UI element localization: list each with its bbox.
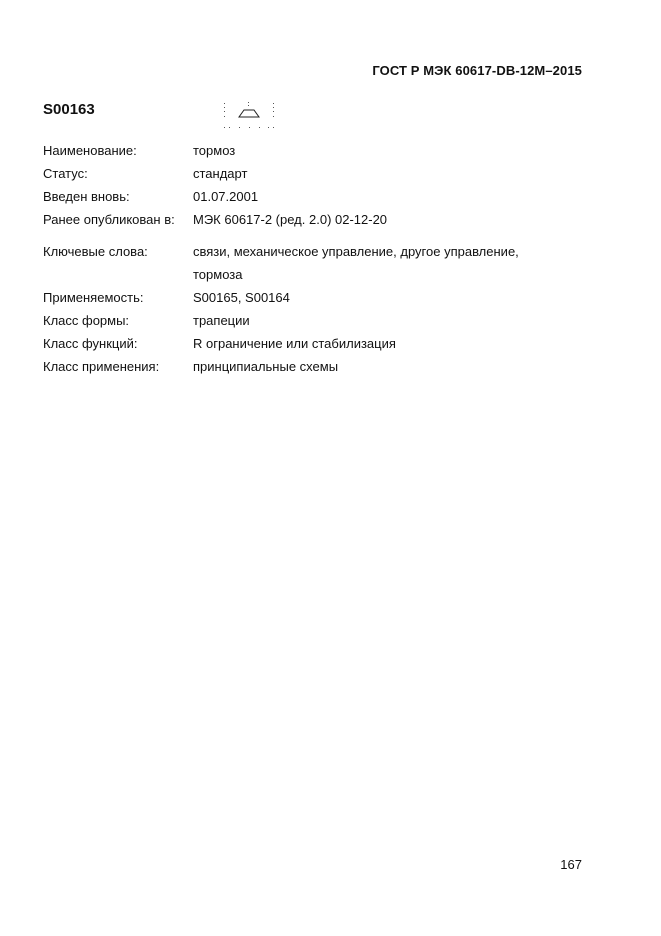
property-value: 01.07.2001 (193, 189, 259, 204)
property-value (193, 240, 583, 286)
property-row-status (43, 162, 583, 185)
property-label: Применяемость: (43, 290, 144, 305)
keywords-line-2: тормоза (193, 267, 243, 282)
property-label: Класс функций: (43, 336, 138, 351)
symbol-code: S00163 (43, 101, 95, 118)
properties-table (43, 139, 583, 378)
property-label: Класс формы: (43, 313, 130, 328)
property-value: МЭК 60617-2 (ред. 2.0) 02-12-20 (193, 212, 388, 227)
property-row-function-class (43, 332, 583, 355)
page-number: 167 (560, 857, 582, 872)
property-label: Наименование: (43, 143, 137, 158)
property-value: S00165, S00164 (193, 290, 290, 305)
keywords-line-1: связи, механическое управление, другое управление, (193, 244, 519, 259)
property-value: стандарт (193, 166, 248, 181)
property-value: тормоз (193, 143, 236, 158)
property-value: R ограничение или стабилизация (193, 336, 396, 351)
property-value: трапеции (193, 313, 250, 328)
property-value: принципиальные схемы (193, 359, 339, 374)
property-label: Введен вновь: (43, 189, 130, 204)
property-label: Класс применения: (43, 359, 160, 374)
property-label: Статус: (43, 166, 88, 181)
property-row-shape-class (43, 309, 583, 332)
property-row-application-class (43, 355, 583, 378)
property-label: Ранее опубликован в: (43, 212, 175, 227)
property-row-keywords (43, 240, 583, 286)
brake-symbol-icon (222, 100, 280, 134)
property-row-published (43, 208, 583, 231)
property-row-introduced (43, 185, 583, 208)
property-label: Ключевые слова: (43, 244, 148, 259)
property-row-name (43, 139, 583, 162)
property-row-applicability (43, 286, 583, 309)
document-header: ГОСТ Р МЭК 60617-DB-12M–2015 (372, 63, 582, 78)
